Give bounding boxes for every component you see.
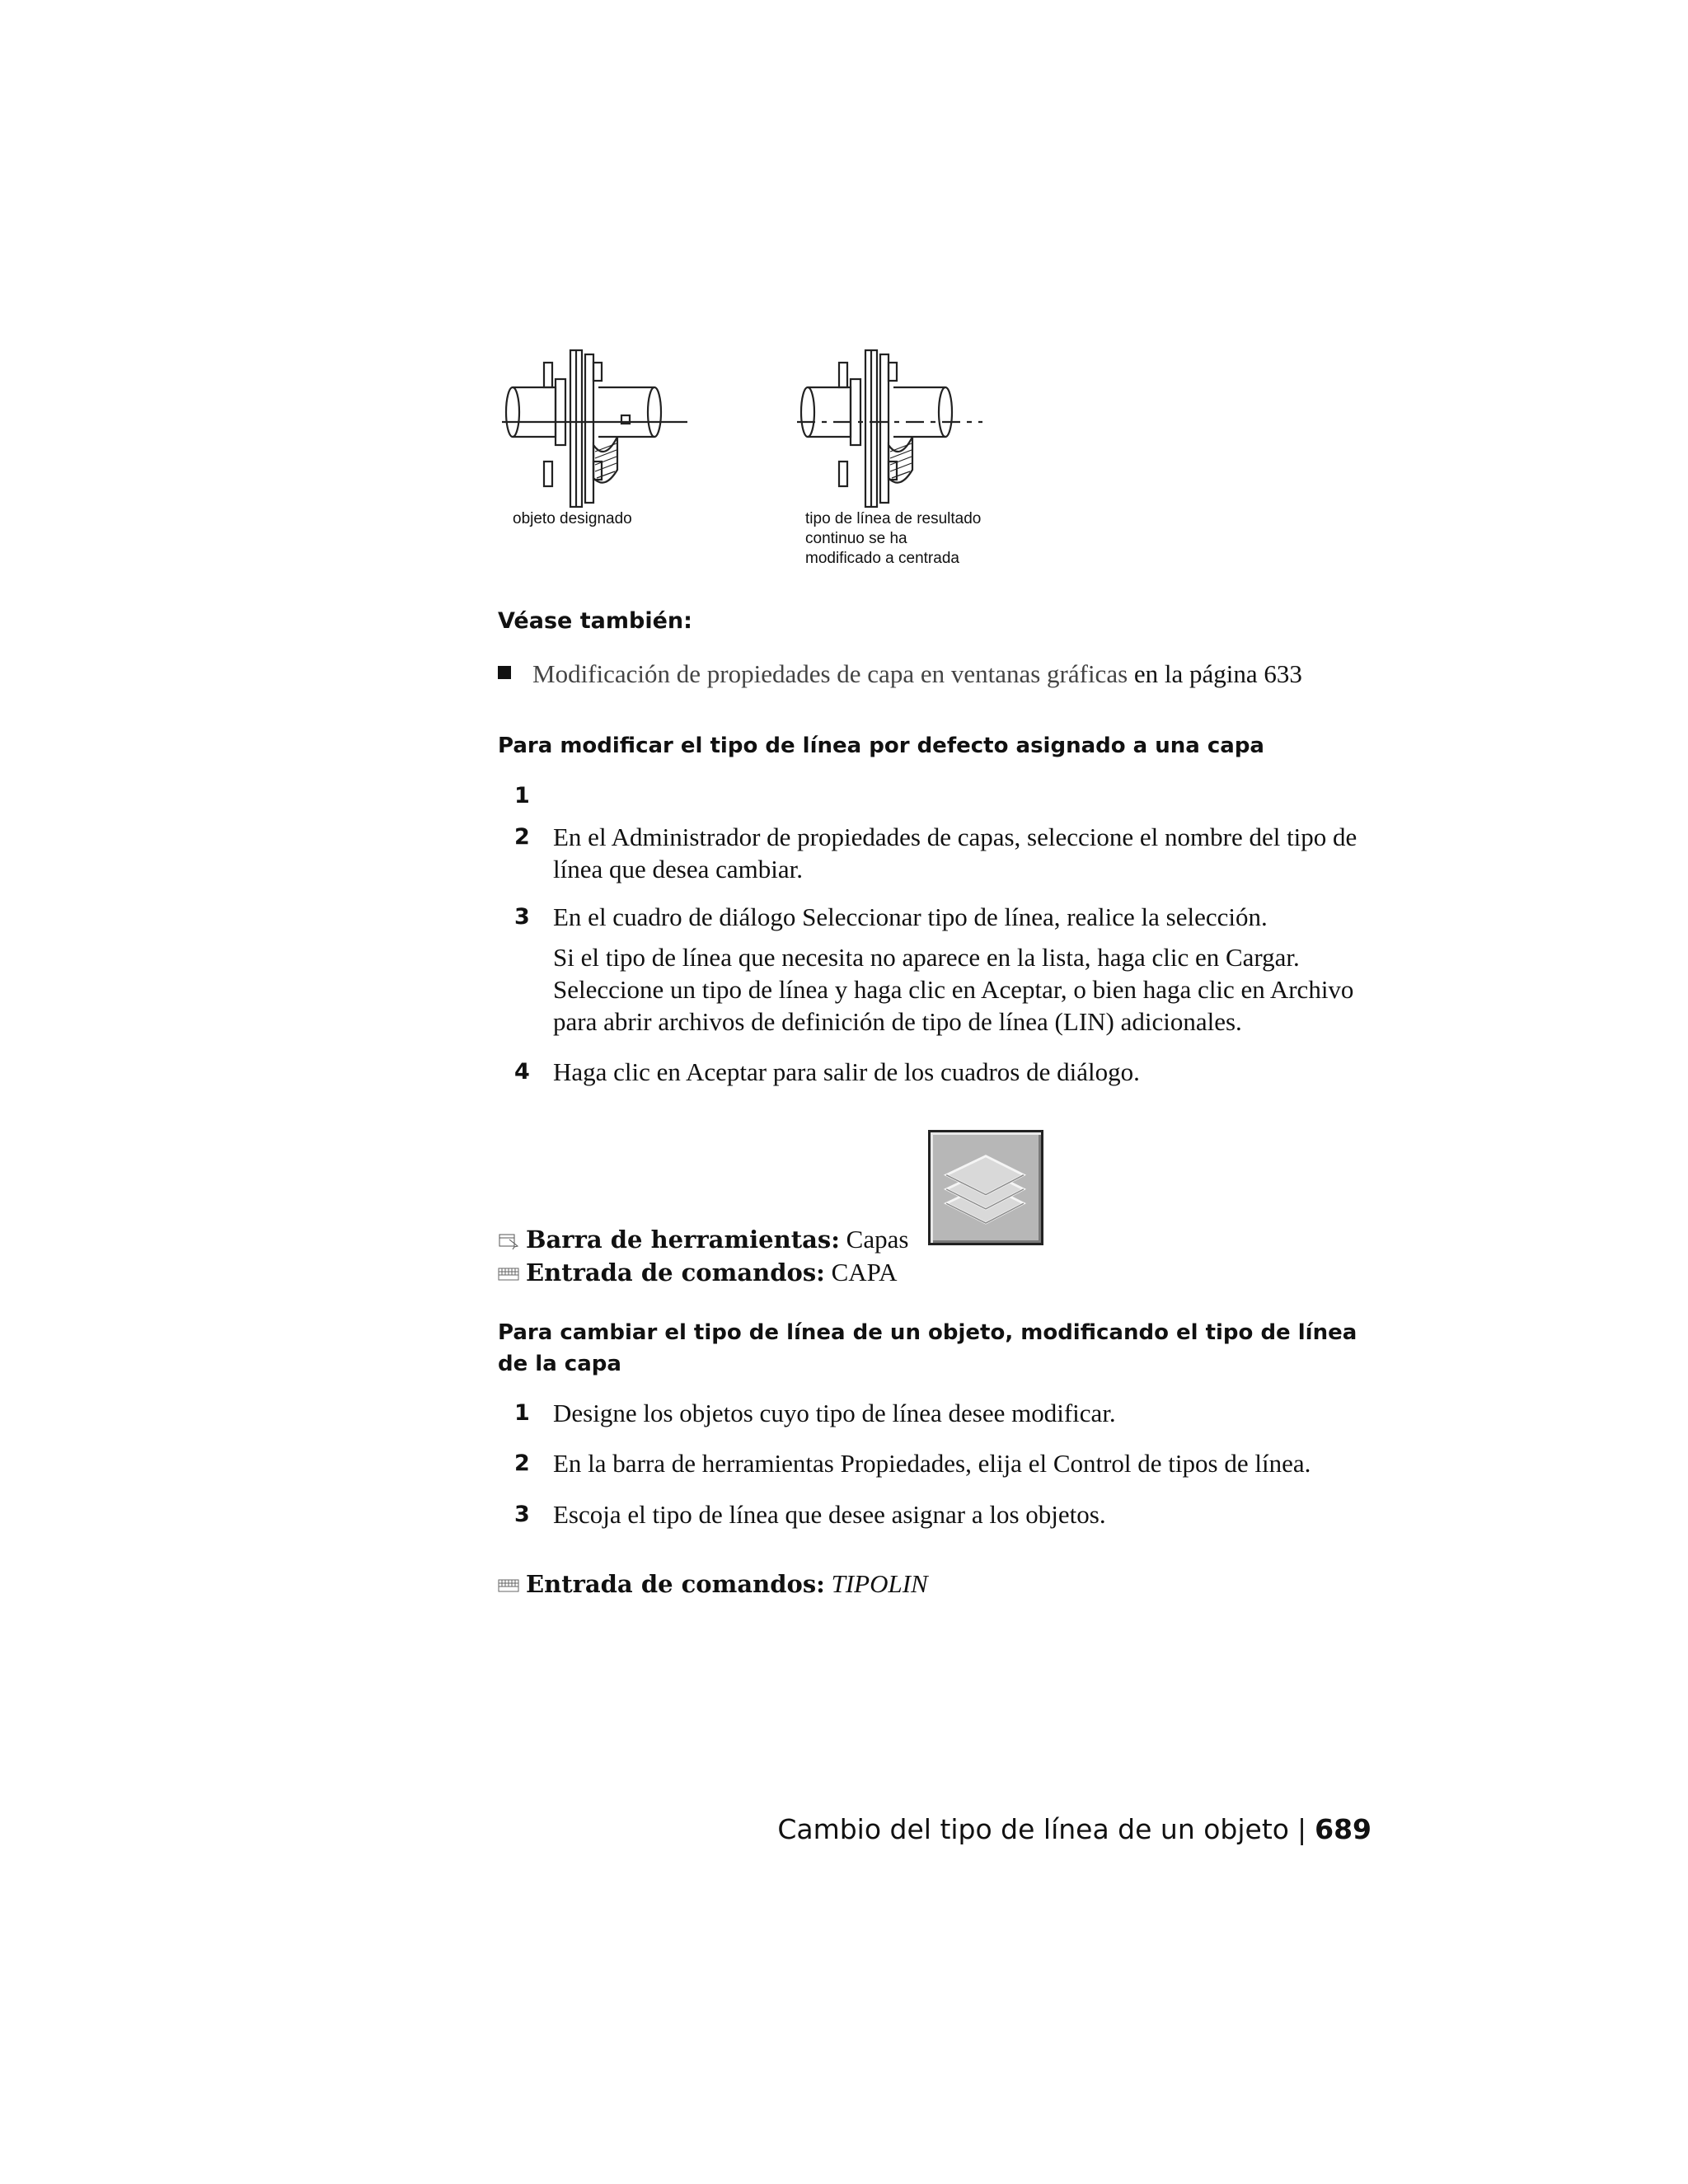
see-also-link[interactable]: Modificación de propiedades de capa en ventanas gráficas bbox=[532, 659, 1128, 688]
command-label: Entrada de comandos: bbox=[526, 1258, 825, 1286]
see-also-item bbox=[498, 659, 1302, 689]
command-value: CAPA bbox=[831, 1258, 898, 1286]
figure-label-right-1: tipo de línea de resultado bbox=[805, 510, 982, 527]
keyboard-icon bbox=[498, 1264, 519, 1282]
layers-icon bbox=[931, 1132, 1041, 1243]
step-text: En el cuadro de diálogo Seleccionar tipo de línea, realice la selección. bbox=[553, 902, 1268, 931]
step-number: 4 bbox=[514, 1059, 530, 1085]
toolbar-value: Capas bbox=[846, 1225, 909, 1254]
step-number: 3 bbox=[514, 904, 530, 930]
toolbar-label: Barra de herramientas: bbox=[526, 1226, 840, 1254]
step-number: 3 bbox=[514, 1502, 530, 1527]
step-number: 2 bbox=[514, 1451, 530, 1476]
procedure-title-1: Para modificar el tipo de línea por defecto asignado a una capa bbox=[498, 733, 1264, 758]
page-footer bbox=[777, 1813, 1372, 1845]
layers-toolbar-button[interactable] bbox=[928, 1130, 1043, 1245]
bullet-square-icon bbox=[498, 666, 511, 679]
see-also-suffix: en la página 633 bbox=[1128, 659, 1302, 688]
keyboard-icon bbox=[498, 1576, 519, 1594]
step-text: En la barra de herramientas Propiedades, elija el Control de tipos de línea. bbox=[553, 1449, 1311, 1478]
figure-label-left: objeto designado bbox=[513, 510, 632, 527]
step-number: 1 bbox=[514, 783, 530, 808]
step-detail: Si el tipo de línea que necesita no aparece en la lista, haga clic en Cargar. Seleccione un tipo de línea y haga clic en Aceptar, o bien haga clic en Archivo para abrir archivos de definición de tipo de línea (LIN) adicionales. bbox=[553, 943, 1354, 1036]
footer-section-title: Cambio del tipo de línea de un objeto bbox=[777, 1813, 1289, 1845]
see-also-heading: Véase también: bbox=[498, 608, 692, 634]
figure-label-right-2: continuo se ha bbox=[805, 530, 907, 547]
toolbar-access-line bbox=[498, 1223, 908, 1256]
footer-separator: | bbox=[1296, 1813, 1307, 1845]
command-value: TIPOLIN bbox=[831, 1569, 928, 1598]
command-access-line-2 bbox=[498, 1568, 928, 1601]
command-access-line-1 bbox=[498, 1256, 897, 1289]
step-text: Escoja el tipo de línea que desee asignar a los objetos. bbox=[553, 1500, 1106, 1529]
step-text: Designe los objetos cuyo tipo de línea desee modificar. bbox=[553, 1399, 1116, 1427]
figure-label-right-3: modificado a centrada bbox=[805, 550, 959, 567]
toolbar-icon bbox=[498, 1231, 519, 1249]
step-number: 2 bbox=[514, 824, 530, 850]
page-number: 689 bbox=[1315, 1813, 1372, 1845]
command-label: Entrada de comandos: bbox=[526, 1570, 825, 1598]
step-text: Haga clic en Aceptar para salir de los cuadros de diálogo. bbox=[553, 1057, 1140, 1086]
step-text: En el Administrador de propiedades de capas, seleccione el nombre del tipo de línea que desea cambiar. bbox=[553, 823, 1357, 883]
step-number: 1 bbox=[514, 1400, 530, 1426]
procedure-title-2: Para cambiar el tipo de línea de un objeto, modificando el tipo de línea de la capa bbox=[498, 1320, 1357, 1376]
